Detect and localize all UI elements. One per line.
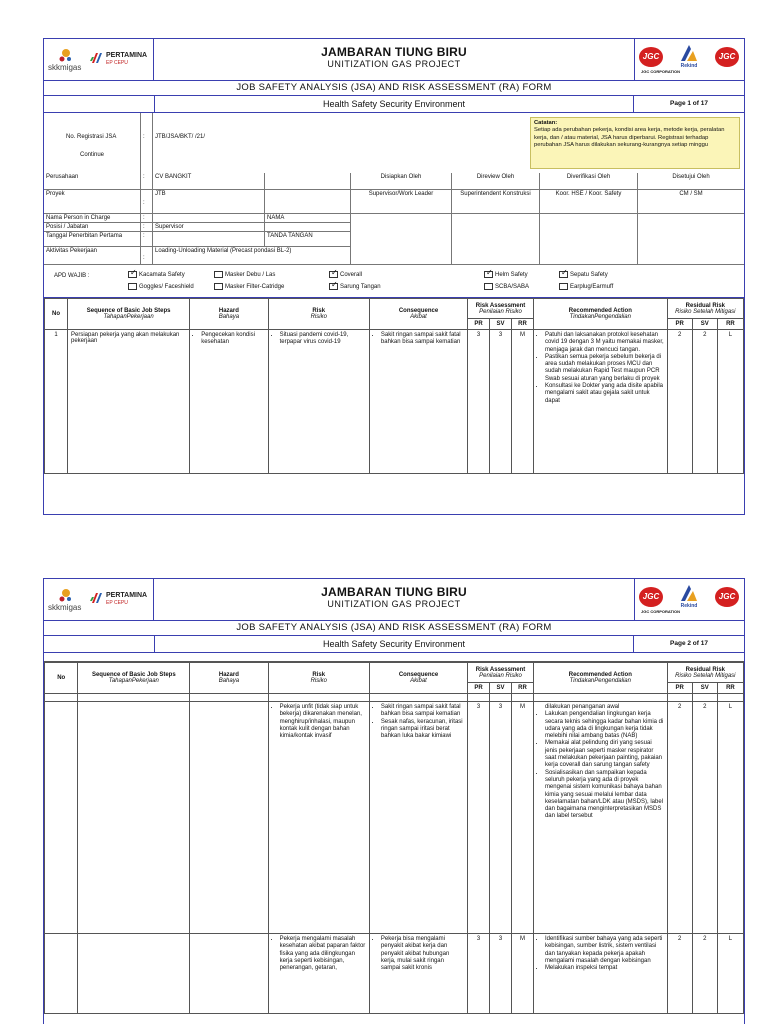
- reg-sep: :: [143, 134, 145, 140]
- skkmigas-logo: [48, 48, 84, 74]
- rekind-text: Rekind: [680, 603, 698, 609]
- row-res-sv: 2: [692, 934, 717, 1014]
- row-rr: M: [512, 934, 534, 1014]
- col-risk-assessment: Risk Assessment Penilaian Risiko: [468, 299, 534, 319]
- notes-title: Catatan:: [534, 120, 558, 126]
- contractor-logos: [634, 39, 744, 80]
- department-title: Health Safety Security Environment: [154, 96, 634, 112]
- reg-label-cell: [44, 113, 141, 173]
- position-value: Supervisor: [153, 223, 265, 232]
- ppe-item[interactable]: Masker Debu / Las: [214, 271, 275, 278]
- pertamina-icon: [90, 51, 104, 65]
- notes-box: [530, 117, 740, 169]
- project-title: JAMBARAN TIUNG BIRU: [321, 585, 467, 599]
- continue-label: Continue: [80, 152, 105, 158]
- jgc-corporation-text: JGC CORPORATION: [641, 69, 681, 74]
- reviewed-by-header: Direview Oleh: [452, 173, 540, 190]
- ppe-checkbox[interactable]: [484, 283, 493, 290]
- row-risk: • Situasi pandemi covid-19, terpapar virus covid-19: [268, 330, 369, 474]
- approved-by-header: Disetujui Oleh: [638, 173, 744, 190]
- col-sv: SV: [490, 319, 512, 330]
- ppe-item[interactable]: Goggles/ Faceshield: [128, 283, 194, 290]
- row-hazard: • Pengecekan kondisi kesehatan: [190, 330, 268, 474]
- reg-sep-cell: [141, 113, 153, 173]
- rekind-text: Rekind: [680, 63, 698, 69]
- row-consequence: • Sakit ringan sampai sakit fatal bahkan bisa sampai kematian: [369, 330, 467, 474]
- form-title: JOB SAFETY ANALYSIS (JSA) AND RISK ASSESSMENT (RA) FORM: [44, 621, 744, 636]
- position-sep: :: [141, 223, 153, 232]
- col-no: No: [45, 663, 78, 694]
- col-hazard: Hazard Bahaya: [190, 663, 268, 694]
- verified-by-header: Diverifikasi Oleh: [540, 173, 638, 190]
- col-sequence: Sequence of Basic Job Steps TahapanPekerjaan: [67, 299, 189, 330]
- ppe-item[interactable]: Masker Filter-Catridge: [214, 283, 284, 290]
- row-res-sv: 2: [692, 702, 717, 934]
- jsa-page-1: [43, 38, 745, 515]
- company-sep: :: [141, 173, 153, 190]
- form-title: JOB SAFETY ANALYSIS (JSA) AND RISK ASSESSMENT (RA) FORM: [44, 81, 744, 96]
- ppe-label: APD WAJIB :: [54, 273, 90, 279]
- row-res-sv: 2: [692, 330, 717, 474]
- col-hazard: Hazard Bahaya: [190, 299, 268, 330]
- pertamina-sub: EP CEPU: [106, 600, 128, 606]
- row-consequence: • Sakit ringan sampai sakit fatal bahkan bisa sampai kematian • Sesak nafas, keracunan, iritasi ringan sampai iritasi berat bahkan luka bakar kimiawi: [369, 702, 467, 934]
- page-header: [44, 39, 744, 81]
- pic-value: [153, 214, 265, 223]
- row-res-rr: L: [717, 934, 743, 1014]
- activity-sep: :: [141, 247, 153, 265]
- pertamina-text: PERTAMINA: [106, 52, 148, 59]
- skkmigas-icon: [58, 48, 74, 62]
- reg-number: JTB/JSA/BKT/ /21/: [155, 134, 206, 140]
- pic-sep: :: [141, 214, 153, 223]
- row-rr: M: [512, 330, 534, 474]
- table-row: [45, 330, 744, 474]
- col-sequence: Sequence of Basic Job Steps TahapanPekerjaan: [78, 663, 190, 694]
- project-value: JTB: [153, 190, 265, 214]
- col-residual-risk: Residual Risk Risiko Setelah Mitigasi: [667, 299, 743, 319]
- pic-label: Nama Person in Charge: [44, 214, 141, 223]
- approved-by-sign: [638, 214, 744, 265]
- page-number: Page 1 of 17: [670, 100, 708, 107]
- issue-date-value: [153, 232, 265, 247]
- jsa-info-section: [44, 113, 744, 298]
- jsa-page-2: [43, 578, 745, 1024]
- col-res-pr: PR: [667, 683, 692, 694]
- verified-by-role: Koor. HSE / Koor. Safety: [540, 190, 638, 214]
- jgc-logo-2: JGC: [715, 587, 739, 607]
- row-pr: 3: [468, 330, 490, 474]
- rekind-logo: [677, 583, 701, 611]
- ppe-checkbox[interactable]: [214, 271, 223, 278]
- row-res-pr: 2: [667, 702, 692, 934]
- row-risk: • Pekerja unfit (tidak siap untuk bekerja) dikarenakan menelan, menghirup/inhalasi, maupun kontak kulit dengan bahan kimia/kontak invasif: [268, 702, 369, 934]
- ppe-item[interactable]: ✓ Sarung Tangan: [329, 283, 381, 290]
- row-risk: • Pekerja mengalami masalah kesehatan akibat paparan faktor fisika yang ada dilingkungan kerja seperti kebisingan, penerangan, getaran,: [268, 934, 369, 1014]
- reg-value-cell: [153, 113, 527, 173]
- skkmigas-logo: [48, 588, 84, 614]
- col-consequence: Consequence Akibat: [369, 299, 467, 330]
- project-subtitle: UNITIZATION GAS PROJECT: [327, 599, 461, 609]
- skkmigas-text: skkmigas: [48, 63, 82, 72]
- col-res-rr: RR: [717, 319, 743, 330]
- ppe-item[interactable]: Earplug/Earmuff: [559, 283, 613, 290]
- row-recommended-action: • Identifikasi sumber bahaya yang ada seperti kebisingan, sumber listrik, sistem ventilasi dan tanyakan kepada pekerja apakah mengalami masalah dengan kebisingan • Melakukan inspeksi tempat: [533, 934, 667, 1014]
- department-row: [44, 96, 744, 113]
- rekind-icon: [677, 583, 701, 603]
- pertamina-text: PERTAMINA: [106, 592, 148, 599]
- col-res-pr: PR: [667, 319, 692, 330]
- row-rr: M: [512, 702, 534, 934]
- ppe-checkbox[interactable]: [329, 271, 338, 278]
- risk-table: [44, 298, 744, 474]
- col-risk: Risk Risiko: [268, 663, 369, 694]
- row-sv: 3: [490, 702, 512, 934]
- contractor-logos: [634, 579, 744, 620]
- prepared-by-role: Supervisor/Work Leader: [351, 190, 452, 214]
- ppe-checkbox[interactable]: [559, 271, 568, 278]
- signature-label: TANDA TANGAN: [265, 232, 351, 247]
- ppe-item[interactable]: ✓ Kacamata Safety: [128, 271, 185, 278]
- page-number: Page 2 of 17: [670, 640, 708, 647]
- project-title: JAMBARAN TIUNG BIRU: [321, 45, 467, 59]
- col-risk: Risk Risiko: [268, 299, 369, 330]
- jgc-logo: JGC: [639, 587, 663, 607]
- col-recommended-action: Recommended Action TindakanPengendalian: [533, 299, 667, 330]
- position-label: Posisi / Jabatan: [44, 223, 141, 232]
- ppe-item[interactable]: SCBA/SABA: [484, 283, 529, 290]
- ppe-checkbox[interactable]: [559, 283, 568, 290]
- ppe-checkbox[interactable]: [128, 283, 137, 290]
- project-title-block: [154, 579, 634, 609]
- jgc-logo-2: JGC: [715, 47, 739, 67]
- prepared-by-header: Disiapkan Oleh: [351, 173, 452, 190]
- row-res-pr: 2: [667, 330, 692, 474]
- col-pr: PR: [468, 683, 490, 694]
- spacer-row: [44, 653, 744, 662]
- blank-cell: [265, 190, 351, 214]
- jgc-logo: JGC: [639, 47, 663, 67]
- row-recommended-action: • Patuhi dan laksanakan protokol kesehatan covid 19 dengan 3 M yaitu memakai masker, menjaga jarak dan mencuci tangan. • Pastikan semua pekerja sebelum bekerja di area sudah melakukan proses MCU dan sudah melakukan Rapid Test maupun PCR Swab sesuai aturan yang berlaku di proyek • Konsultasi ke Dokter yang ada disite apabila mengalami sakit atau gejala sakit untuk dapat: [533, 330, 667, 474]
- pertamina-logo: [90, 51, 152, 71]
- prepared-by-sign: [351, 214, 452, 265]
- skkmigas-text: skkmigas: [48, 603, 82, 612]
- ppe-item[interactable]: ✓ Helm Safety: [484, 271, 528, 278]
- ppe-checkbox[interactable]: [329, 283, 338, 290]
- blank-cell: [265, 223, 351, 232]
- row-pr: 3: [468, 934, 490, 1014]
- issue-date-sep: :: [141, 232, 153, 247]
- blank-cell: [265, 173, 351, 190]
- row-res-pr: 2: [667, 934, 692, 1014]
- col-pr: PR: [468, 319, 490, 330]
- row-recommended-action: dilakukan penanganan awal • Lakukan pengendalian lingkungan kerja secara teknis sehingga kadar bahan kimia di udara yang ada di lingkungan kerja tidak melebihi nilai ambang batas (NAB) • Memakai alat pelindung diri yang sesuai jenis pekerjaan seperti masker respirator saat melakukan pekerjaan painting, pakaian kerja coverall dan sarung tangan safety • Sosialisasikan dan sampaikan kepada seluruh pekerja yang ada di proyek mengenai sistem komunikasi bahaya bahan kimia yang sesuai melalui lembar data keselamatan bahan/LDK atau (MSDS), label dan bagaimana menginterpretasikan MSDS dan label tersebut: [533, 702, 667, 934]
- activity-value: Loading-Unloading Material (Precast pondasi BL-2): [153, 247, 351, 265]
- col-res-rr: RR: [717, 683, 743, 694]
- rekind-logo: [677, 43, 701, 71]
- issue-date-label: Tanggal Penerbitan Pertama: [44, 232, 141, 247]
- col-res-sv: SV: [692, 683, 717, 694]
- col-risk-assessment: Risk Assessment Penilaian Risiko: [468, 663, 534, 683]
- col-rr: RR: [512, 683, 534, 694]
- client-logos: [44, 39, 154, 80]
- ppe-item[interactable]: ✓ Coverall: [329, 271, 362, 278]
- company-value: CV BANGKIT: [153, 173, 265, 190]
- row-sv: 3: [490, 330, 512, 474]
- col-res-sv: SV: [692, 319, 717, 330]
- jgc-corporation-text: JGC CORPORATION: [641, 609, 681, 614]
- ppe-checkbox[interactable]: [128, 271, 137, 278]
- row-sv: 3: [490, 934, 512, 1014]
- col-residual-risk: Residual Risk Risiko Setelah Mitigasi: [667, 663, 743, 683]
- reviewed-by-role: Superintendent Konstruksi: [452, 190, 540, 214]
- notes-text: Setiap ada perubahan pekerja, kondisi area kerja, metode kerja, peralatan kerja, dan / atau material, JSA harus diperbarui. Registrasi terhadap perubahan JSA harus dilakukan sekurang-kurangnya setiap minggu: [534, 127, 725, 149]
- department-row: [44, 636, 744, 653]
- page-header: [44, 579, 744, 621]
- ppe-checkbox[interactable]: [214, 283, 223, 290]
- col-recommended-action: Recommended Action TindakanPengendalian: [533, 663, 667, 694]
- company-label: Perusahaan: [44, 173, 141, 190]
- table-row: [45, 934, 744, 1014]
- row-pr: 3: [468, 702, 490, 934]
- project-sep: :: [141, 190, 153, 214]
- reviewed-by-sign: [452, 214, 540, 265]
- row-no: 1: [45, 330, 68, 474]
- row-res-rr: L: [717, 702, 743, 934]
- project-subtitle: UNITIZATION GAS PROJECT: [327, 59, 461, 69]
- row-consequence: • Pekerja bisa mengalami penyakit akibat kerja dan penyakit akibat hubungan kerja, mulai sakit ringan sampai sakit kronis: [369, 934, 467, 1014]
- approved-by-role: CM / SM: [638, 190, 744, 214]
- reg-label: No. Registrasi JSA: [66, 134, 117, 140]
- col-sv: SV: [490, 683, 512, 694]
- ppe-checkbox[interactable]: [484, 271, 493, 278]
- project-label: Proyek: [44, 190, 141, 214]
- ppe-item[interactable]: ✓ Sepatu Safety: [559, 271, 608, 278]
- col-no: No: [45, 299, 68, 330]
- pertamina-icon: [90, 591, 104, 605]
- pertamina-logo: [90, 591, 152, 611]
- rekind-icon: [677, 43, 701, 63]
- col-rr: RR: [512, 319, 534, 330]
- name-label: NAMA: [265, 214, 351, 223]
- row-sequence: Persiapan pekerja yang akan melakukan pekerjaan: [67, 330, 189, 474]
- spacer-row: [45, 694, 744, 702]
- department-title: Health Safety Security Environment: [154, 636, 634, 652]
- skkmigas-icon: [58, 588, 74, 602]
- table-row: [45, 702, 744, 934]
- verified-by-sign: [540, 214, 638, 265]
- project-title-block: [154, 39, 634, 69]
- row-res-rr: L: [717, 330, 743, 474]
- client-logos: [44, 579, 154, 620]
- activity-label: Aktivitas Pekerjaan: [44, 247, 141, 265]
- col-consequence: Consequence Akibat: [369, 663, 467, 694]
- pertamina-sub: EP CEPU: [106, 60, 128, 66]
- risk-table: [44, 662, 744, 1014]
